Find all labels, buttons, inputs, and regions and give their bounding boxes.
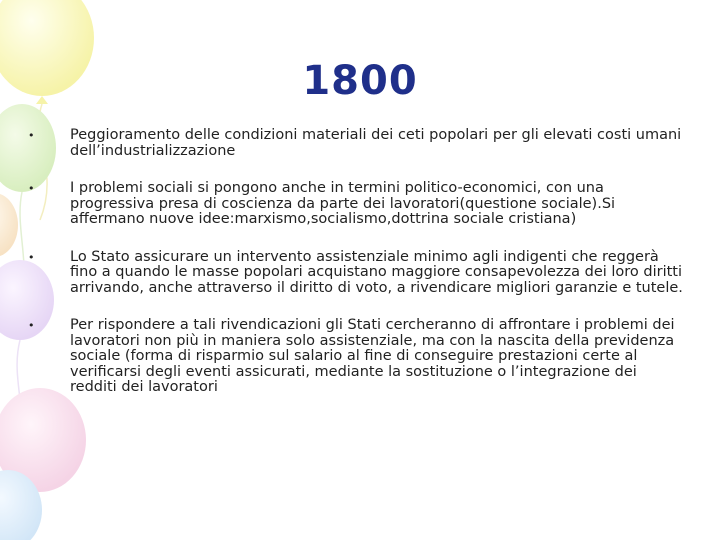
slide-title: 1800 — [302, 58, 418, 104]
list-item — [28, 128, 688, 159]
bullet-text: I problemi sociali si pongono anche in termini politico-economici, con una progressiva presa di coscienza da parte dei lavoratori(questione sociale).Si affermano nuove idee:marxismo,socialismo,dottrina sociale cristiana) — [70, 180, 616, 227]
bullet-text: Lo Stato assicurare un intervento assistenziale minimo agli indigenti che reggerà fino a quando le masse popolari acquistano maggiore consapevolezza dei loro diritti arrivando, anche attraverso il diritto di voto, a rivendicare migliori garanzie e tutele. — [70, 248, 683, 296]
balloon-peach-icon — [0, 193, 18, 257]
bullet-icon: • — [28, 250, 35, 264]
bullet-icon: • — [28, 182, 35, 195]
list-item — [28, 318, 688, 396]
list-item — [28, 250, 688, 297]
list-item — [28, 181, 688, 228]
bullet-list — [28, 128, 688, 396]
bullet-icon: • — [28, 129, 35, 142]
bullet-text: Per rispondere a tali rivendicazioni gli Stati cercheranno di affrontare i problemi dei lavoratori non più in maniera solo assistenziale, ma con la nascita della previdenza sociale (forma di risparmio sul salario al fine di conseguire prestazioni certe al verificarsi degli eventi assicurati, mediante la sostituzione o l’integrazione dei redditi dei lavoratori — [70, 317, 675, 395]
bullet-icon: • — [28, 319, 35, 332]
bullet-text: Peggioramento delle condizioni materiali dei ceti popolari per gli elevati costi umani dell’industrializzazione — [70, 127, 682, 159]
